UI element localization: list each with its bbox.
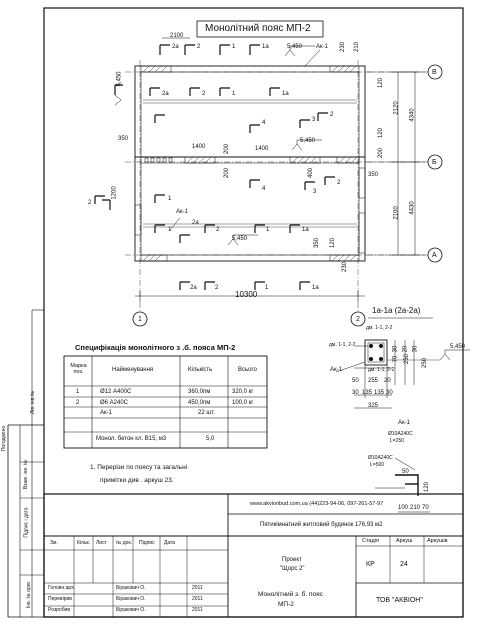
ak-title: Ак-1	[398, 420, 410, 426]
mark-1-r2: 1	[232, 91, 236, 97]
stamp-company: ТОВ "АКВІОН"	[376, 597, 423, 604]
section-dim-7: 325	[368, 403, 379, 409]
dim-1400: 1400	[192, 144, 206, 150]
spec-h-total: Всього	[238, 367, 257, 373]
ak-dim-0: 50	[402, 469, 409, 475]
mark-4-bot: 4	[262, 186, 266, 192]
section-ak: Ак-1	[330, 367, 342, 373]
axis-a: А	[432, 252, 437, 259]
axis-1: 1	[138, 316, 142, 323]
stamp-p0-year: 2011	[192, 585, 203, 591]
mark-1-b1: 1	[168, 227, 172, 233]
spec-r1-c0: 2	[76, 400, 80, 406]
spec-h-name: Найменування	[112, 367, 154, 373]
mark-3-top: 3	[312, 117, 316, 123]
stamp-site: www.akvionbud.com.ua (44)223-94-06, 097-261-57-97	[250, 501, 384, 507]
mark-2-b1: 2	[216, 227, 220, 233]
ak-len2: L=500	[370, 462, 385, 468]
section-5450: 5,450	[450, 344, 466, 350]
mark-1a-b: 1а	[302, 227, 309, 233]
dim-200b: 200	[224, 167, 231, 179]
spec-r0-c1: Ø12 А400С	[100, 389, 132, 395]
spec-r2-c2: 22 шт.	[198, 410, 215, 416]
spec-r4-c1: Монол. бетон кл. В15, м3	[96, 436, 167, 442]
mark-ak-bot: Ак-1	[176, 209, 188, 215]
side-label-4: Лів. інв.№	[30, 390, 37, 415]
dim-2120: 2120	[393, 101, 400, 115]
dim-bottom-350: 350	[314, 237, 321, 249]
dim-4340: 4340	[409, 108, 416, 122]
section-dim-12: 30	[412, 345, 419, 353]
mark-ak-top: Ак-1	[316, 44, 328, 50]
dim-bottom-120: 120	[330, 237, 337, 249]
ak-dim-2: 210	[410, 505, 421, 511]
dim-2100r: 2100	[393, 206, 400, 220]
spec-note-2: примітки див . аркуш 23.	[100, 477, 174, 484]
dim-4430: 4430	[409, 201, 416, 215]
dim-120a: 120	[378, 77, 385, 89]
stamp-sheets-h: Аркушів	[427, 538, 448, 544]
section-dim-8: 70	[392, 355, 399, 363]
stamp-p2-role: Розробив	[48, 607, 71, 613]
stamp-p1-name: Біраковач О.	[116, 596, 146, 602]
stamp-stage: КР	[366, 561, 375, 568]
section-dim-6: 30	[386, 390, 393, 396]
spec-h-qty: Кількість	[188, 367, 213, 373]
spec-h-mark: Марка поз.	[70, 363, 87, 375]
mark-1a-top: 1а	[262, 44, 269, 50]
section-dim-13: 250	[422, 357, 429, 369]
mark-1-b2: 1	[266, 227, 270, 233]
dim-total: 10300	[235, 290, 258, 299]
dim-bottom-230: 230	[342, 261, 349, 273]
side-label-2: Підпис і дата	[23, 507, 30, 538]
section-dim-11: 250	[404, 353, 411, 365]
spec-title: Специфікація монолітного з .б. пояса МП-2	[75, 343, 236, 352]
dim-200r: 200	[378, 147, 385, 159]
mark-1-left: 1	[168, 196, 172, 202]
spec-note-1: 1. Перерізи по поясу та загальні	[90, 464, 188, 471]
mark-2-botr: 2	[337, 180, 341, 186]
spec-r0-c3: 320,0 кг	[232, 389, 254, 395]
mark-3-bot: 3	[313, 189, 317, 195]
ak-rebar2: Ø10А240С	[368, 455, 393, 461]
spec-r4-c2: 5,0	[206, 436, 215, 442]
section-dim-9: 30	[392, 345, 399, 353]
stamp-rev-h-3: № док.	[116, 540, 133, 546]
stamp-p0-name: Біраковач О.	[116, 585, 146, 591]
mark-2a-top: 2а	[172, 44, 179, 50]
mark-2-top: 2	[197, 44, 201, 50]
dim-350r: 350	[368, 172, 379, 178]
dim-mid-5450: 5,450	[300, 138, 316, 144]
stamp-rev-h-0: Зм.	[50, 540, 58, 546]
plan-drawing	[95, 21, 442, 326]
side-label-3: Взам. інв. №	[23, 459, 30, 490]
section-dim-1: 255	[368, 378, 379, 384]
section-dim-5: 135	[374, 390, 385, 396]
stamp-p1-year: 2011	[192, 596, 203, 602]
spec-r1-c3: 100,0 кг	[232, 400, 254, 406]
stamp-p1-role: Перевірив	[48, 596, 72, 602]
dim-top-5450: 5,450	[287, 44, 303, 50]
dim-left-1200: 1200	[111, 186, 118, 200]
stamp-p0-role: Головн.арх.	[48, 585, 75, 591]
stamp-sheet-title-1: Монолітний з. б. пояс	[258, 591, 323, 598]
section-d2: дм. 1-1, 2-2	[329, 342, 356, 348]
mark-2-bb: 2	[215, 285, 219, 291]
axis-v: В	[432, 69, 437, 76]
dim-400: 400	[308, 167, 315, 179]
section-title: 1а-1а (2а-2а)	[372, 306, 421, 315]
dim-230: 230	[340, 41, 347, 53]
ak-rebar1: Ø10А240С	[388, 431, 413, 437]
spec-r1-c1: Ø6 А240С	[100, 400, 129, 406]
mark-1a-bb: 1а	[312, 285, 319, 291]
stamp-project-label: Проект	[282, 557, 302, 563]
mark-4-top: 4	[262, 120, 266, 126]
section-dim-10: 20	[402, 345, 409, 353]
dim-bottom-5450: 5,450	[232, 236, 248, 242]
mark-2-topr: 2	[330, 112, 334, 118]
section-dim-2: 20	[384, 378, 391, 384]
section-dim-3: 30	[352, 390, 359, 396]
stamp-p2-name: Біраковач О.	[116, 607, 146, 613]
stamp-rev-h-4: Підпис	[139, 540, 155, 546]
dim-2100: 2100	[170, 33, 184, 39]
dim-200a: 200	[224, 143, 231, 155]
stamp-sheet-title-2: МП-2	[278, 601, 294, 608]
ak-dim-3: 70	[422, 505, 429, 511]
plan-title: Монолітний пояс МП-2	[205, 23, 311, 34]
dim-left-350: 350	[118, 136, 129, 142]
spec-r1-c2: 450,0пм	[188, 400, 211, 406]
axis-2: 2	[356, 316, 360, 323]
dim-left-5450: 5,450	[116, 71, 123, 87]
side-label-0: Погоджено	[1, 425, 8, 452]
mark-2a-bb: 2а	[190, 285, 197, 291]
section-d3: дм. 1-1, 2-2	[368, 367, 395, 373]
stamp-project-title: Пятикімнатний житловий будинок 176,93 м2	[260, 522, 383, 528]
stamp-rev-h-5: Дата	[164, 540, 176, 546]
mark-1-bb: 1	[265, 285, 269, 291]
section-dim-0: 50	[352, 378, 359, 384]
axis-b: Б	[432, 159, 437, 166]
stamp-rev-h-2: Лист	[96, 540, 107, 546]
ak-dim-1: 100	[398, 505, 409, 511]
mark-2-r2: 2	[202, 91, 206, 97]
spec-r2-c1: Ак-1	[100, 410, 112, 416]
side-label-1: Інв. № ориг.	[26, 580, 33, 609]
stamp-sheet-h: Аркуш	[396, 538, 413, 544]
section-d1: дм. 1-1, 2-2	[366, 325, 393, 331]
spec-r0-c2: 360,0пм	[188, 389, 211, 395]
mark-2a-r2: 2а	[162, 91, 169, 97]
ak-len1: L=250	[390, 438, 405, 444]
mark-1a-r2: 1а	[282, 91, 289, 97]
spec-r0-c0: 1	[76, 389, 80, 395]
stamp-stage-h: Стадія	[362, 538, 379, 544]
mark-2-left: 2	[88, 200, 92, 206]
stamp-sheet: 24	[400, 561, 408, 568]
ak-dim-4: 120	[424, 481, 431, 493]
section-dim-4: 135	[362, 390, 373, 396]
dim-210: 210	[354, 41, 361, 53]
dim-120b: 120	[378, 127, 385, 139]
stamp-p2-year: 2011	[192, 607, 203, 613]
mark-2a-bot: 2а	[192, 220, 199, 226]
dim-1400b: 1400	[255, 146, 269, 152]
stamp-project-name: "Щорс 2"	[280, 566, 305, 572]
stamp-rev-h-1: Кільк.	[77, 540, 91, 546]
mark-1-top: 1	[232, 44, 236, 50]
